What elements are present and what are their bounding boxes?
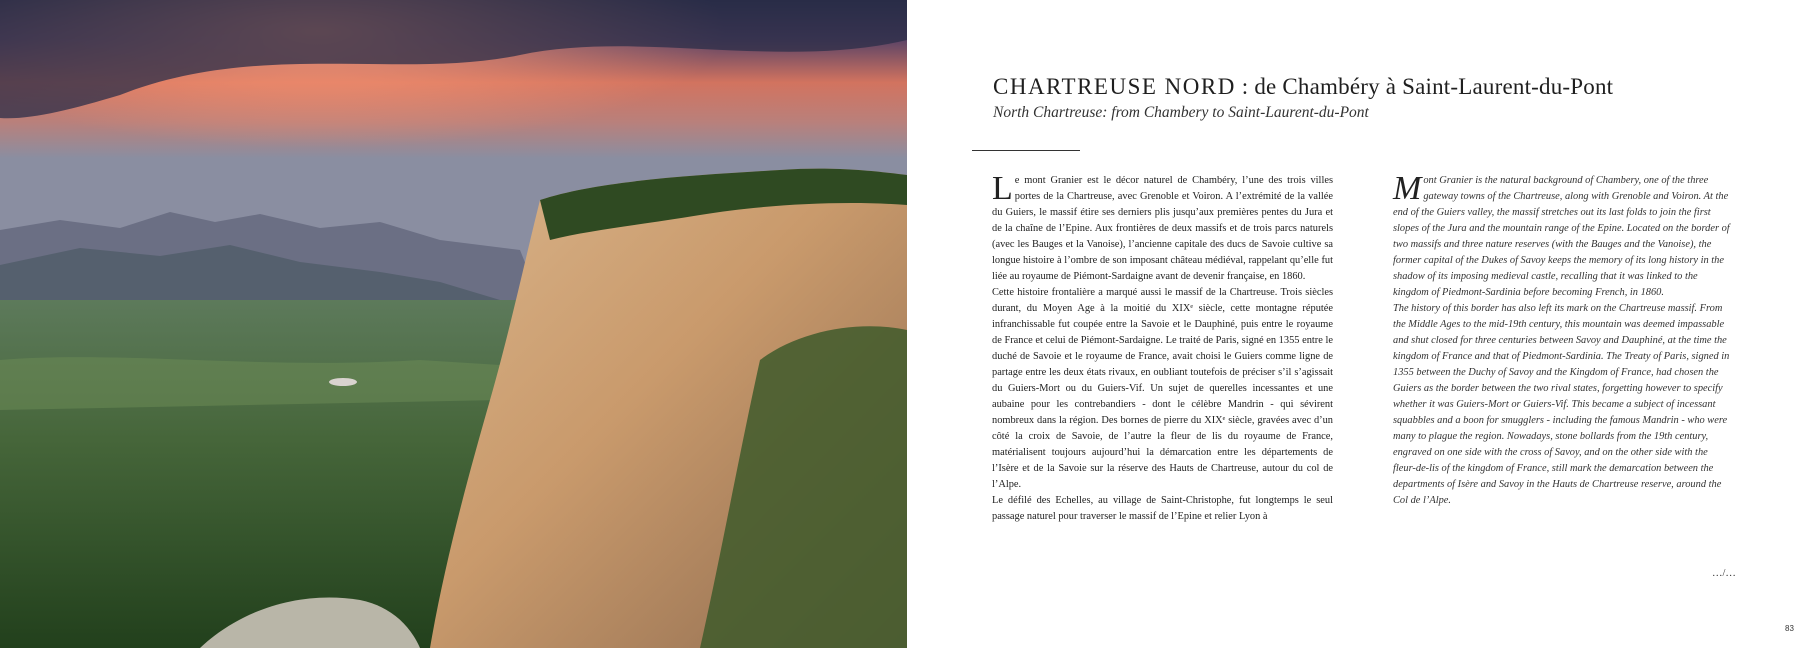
page-title <box>993 74 1773 100</box>
french-column <box>992 170 1333 525</box>
english-paragraph-2: The history of this border has also left its mark on the Chartreuse massif. From the Middle Ages to the mid-19th century, this mountain was deemed impassable and shut closed for three centuries between Savoy and Dauphiné, at the time the kingdom of France and that of Piedmont-Sardinia. The Treaty of Paris, signed in 1355 between the Duchy of Savoy and the Kingdom of France, had chosen the Guiers as the border between the two rival states, forgetting however to specify whether it was Guiers-Mort or Guiers-Vif. This became a subject of incessant squabbles and a boon for smugglers - including the famous Mandrin - who were many to plague the region. Nowadays, stone bollards from the 19th century, engraved on one side with the cross of Savoy, and on the other side with the fleur-de-lis of the kingdom of France, still mark the demarcation between the departments of Isère and Savoy in the Hauts de Chartreuse reserve, around the Col de l’Alpe. <box>1393 303 1730 506</box>
page-number: 83 <box>1785 624 1794 633</box>
french-paragraph-1-text: e mont Granier est le décor naturel de Chambéry, l’une des trois villes portes de la Chartreuse, avec Grenoble et Voiron. A l’extrémité de la vallée du Guiers, le massif étire ses derniers plis jusqu’aux premières pentes du Jura et de la chaîne de l’Epine. Aux frontières de deux massifs et de trois parcs naturels (avec les Bauges et la Vanoise), l’ancienne capitale des ducs de Savoie cultive sa longue histoire à l’ombre de son imposant château médiéval, rappelant qu’elle fut liée au royaume de Piémont-Sardaigne avant de devenir française, en 1860. <box>992 175 1333 282</box>
continued-marker: …/… <box>1712 568 1736 579</box>
landscape-photo <box>0 0 907 648</box>
french-paragraph-1 <box>992 170 1333 285</box>
title-rest: : de Chambéry à Saint-Laurent-du-Pont <box>1235 74 1614 99</box>
text-page <box>907 0 1815 648</box>
mont-granier-photo <box>0 0 907 648</box>
english-paragraph-1-text: ont Granier is the natural background of Chambery, one of the three gateway towns of the Chartreuse, along with Grenoble and Voiron. At the end of the Guiers valley, the massif stretches out its last folds to join the first slopes of the Jura and the mountain range of the Epine. Located on the border of two massifs and three nature reserves (with the Bauges and the Vanoise), the former capital of the Dukes of Savoy keeps the memory of its long history in the shadow of its imposing medieval castle, recalling that it was linked to the kingdom of Piedmont-Sardinia before becoming French, in 1860. <box>1393 175 1730 298</box>
english-dropcap: M <box>1393 170 1422 207</box>
english-paragraph-1 <box>1393 170 1731 301</box>
french-paragraph-3: Le défilé des Echelles, au village de Saint-Christophe, fut longtemps le seul passage naturel pour traverser le massif de l’Epine et relier Lyon à <box>992 495 1333 522</box>
english-column <box>1393 170 1731 509</box>
title-divider <box>972 150 1080 151</box>
title-caps: CHARTREUSE NORD <box>993 74 1236 99</box>
french-dropcap: L <box>992 170 1013 207</box>
french-paragraph-2: Cette histoire frontalière a marqué aussi le massif de la Chartreuse. Trois siècles durant, du Moyen Age à la moitié du XIXᵉ siècle, cette montagne réputée infranchissable fut coupée entre la Savoie et le Dauphiné, puis entre le royaume de France et celui de Piémont-Sardaigne. Le traité de Paris, signé en 1355 entre le duché de Savoie et le royaume de France, avait choisi le Guiers comme ligne de partage entre les deux états rivaux, en oubliant toutefois de préciser s’il s’agissait du Guiers-Mort ou du Guiers-Vif. Un sujet de querelles incessantes et une aubaine pour les contrebandiers - dont le célèbre Mandrin - qui sévirent nombreux dans la région. Des bornes de pierre du XIXᵉ siècle, gravées avec d’un côté la croix de Savoie, de l’autre la fleur de lis du royaume de France, matérialisent toujours aujourd’hui la démarcation entre les départements de l’Isère et de la Savoie sur la réserve des Hauts de Chartreuse, autour du col de l’Alpe. <box>992 287 1333 490</box>
page-subtitle: North Chartreuse: from Chambery to Saint-Laurent-du-Pont <box>993 104 1369 121</box>
